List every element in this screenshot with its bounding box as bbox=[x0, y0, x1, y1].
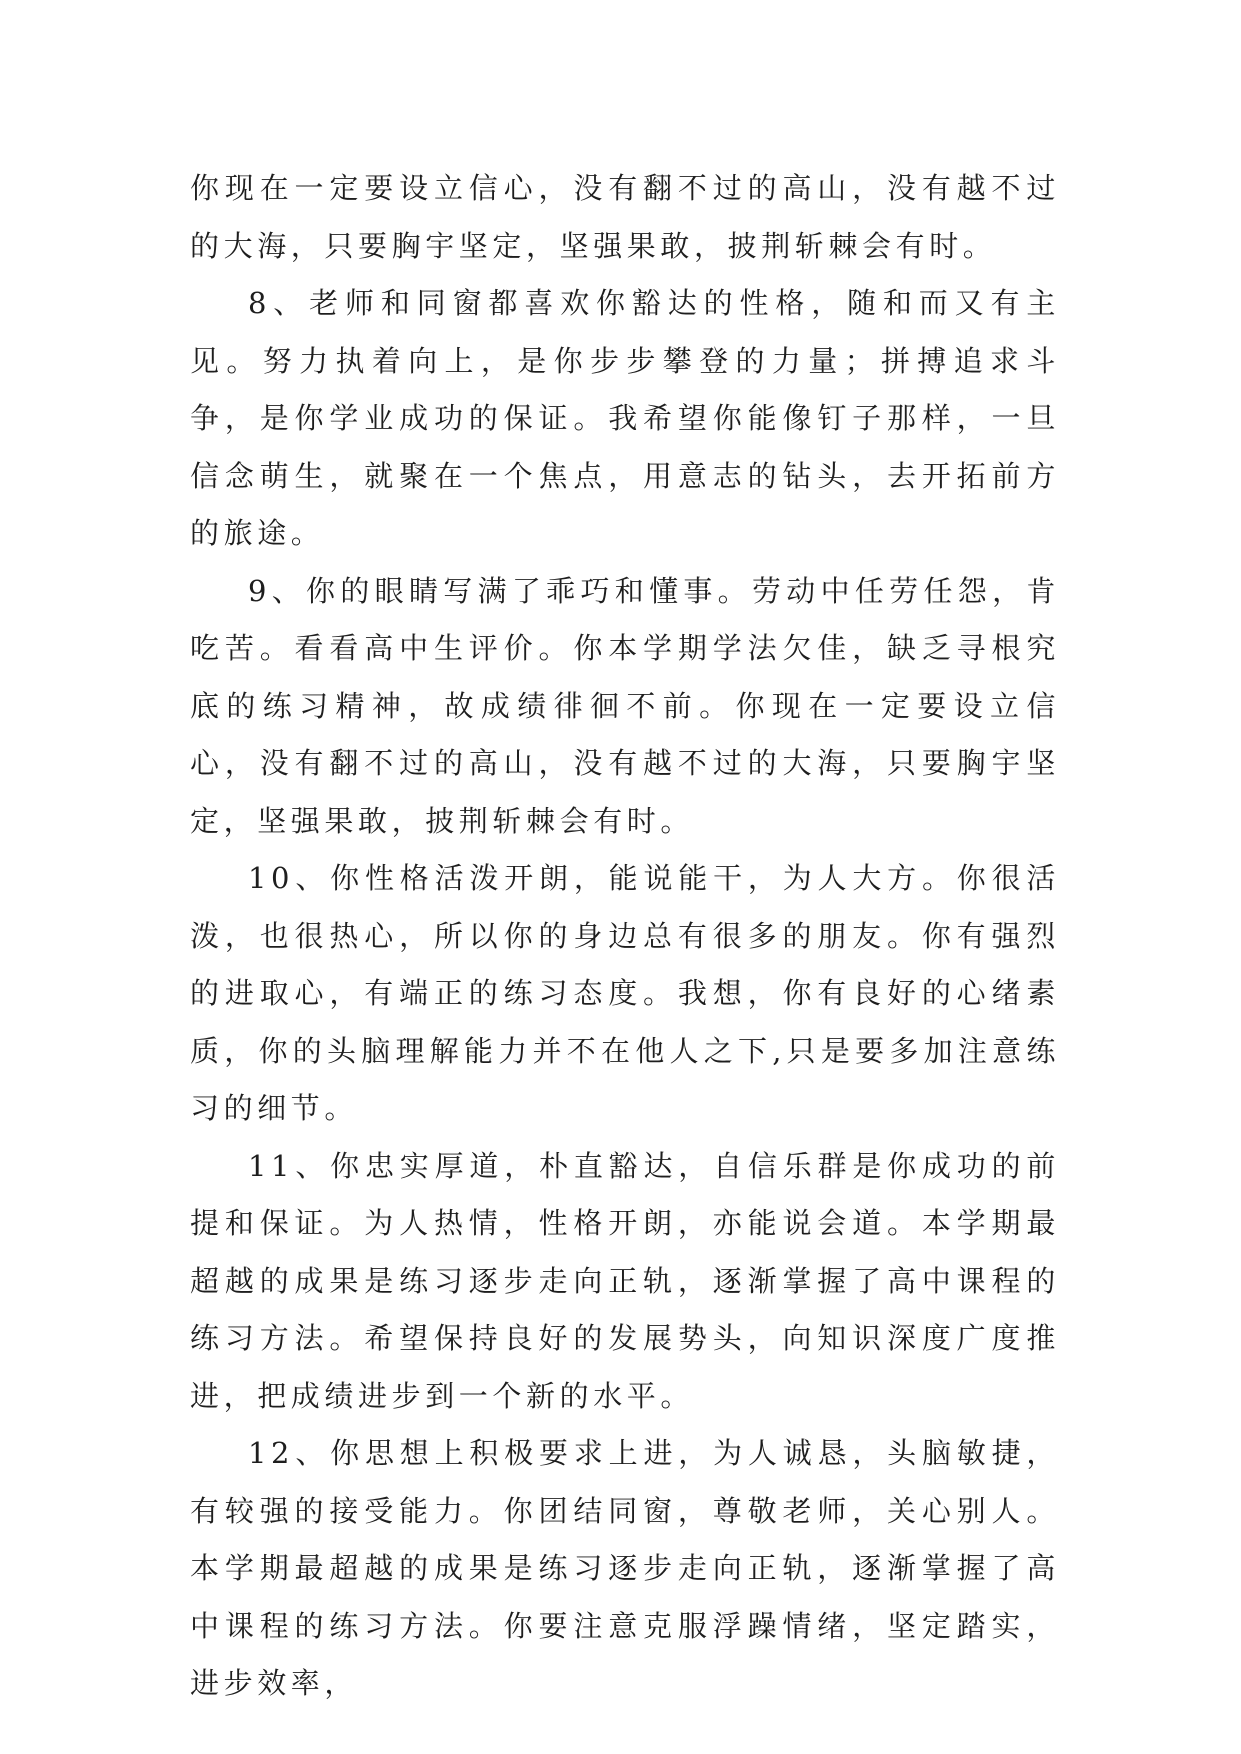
paragraph-comment-8: 8、老师和同窗都喜欢你豁达的性格，随和而又有主见。努力执着向上，是你步步攀登的力量；拼搏追求斗争，是你学业成功的保证。我希望你能像钉子那样，一旦信念萌生，就聚在一个焦点，用意志的钻头，去开拓前方的旅途。 bbox=[190, 286, 1060, 550]
document-page bbox=[190, 160, 1060, 1713]
paragraph-comment-11: 11、你忠实厚道，朴直豁达，自信乐群是你成功的前提和保证。为人热情，性格开朗，亦能说会道。本学期最超越的成果是练习逐步走向正轨，逐渐掌握了高中课程的练习方法。希望保持良好的发展势头，向知识深度广度推进，把成绩进步到一个新的水平。 bbox=[190, 1148, 1060, 1413]
paragraph-comment-12: 12、你思想上积极要求上进，为人诚恳，头脑敏捷，有较强的接受能力。你团结同窗，尊敬老师，关心别人。本学期最超越的成果是练习逐步走向正轨，逐渐掌握了高中课程的练习方法。你要注意克服浮躁情绪，坚定踏实，进步效率， bbox=[190, 1436, 1060, 1700]
paragraph-comment-10: 10、你性格活泼开朗，能说能干，为人大方。你很活泼，也很热心，所以你的身边总有很多的朋友。你有强烈的进取心，有端正的练习态度。我想，你有良好的心绪素质，你的头脑理解能力并不在他人之下,只是要多加注意练习的细节。 bbox=[190, 861, 1060, 1125]
paragraph-comment-9: 9、你的眼睛写满了乖巧和懂事。劳动中任劳任怨，肯吃苦。看看高中生评价。你本学期学法欠佳，缺乏寻根究底的练习精神，故成绩徘徊不前。你现在一定要设立信心，没有翻不过的高山，没有越不过的大海，只要胸宇坚定，坚强果敢，披荆斩棘会有时。 bbox=[190, 573, 1060, 838]
paragraph-continuation: 你现在一定要设立信心，没有翻不过的高山，没有越不过的大海，只要胸宇坚定，坚强果敢，披荆斩棘会有时。 bbox=[190, 171, 1060, 263]
